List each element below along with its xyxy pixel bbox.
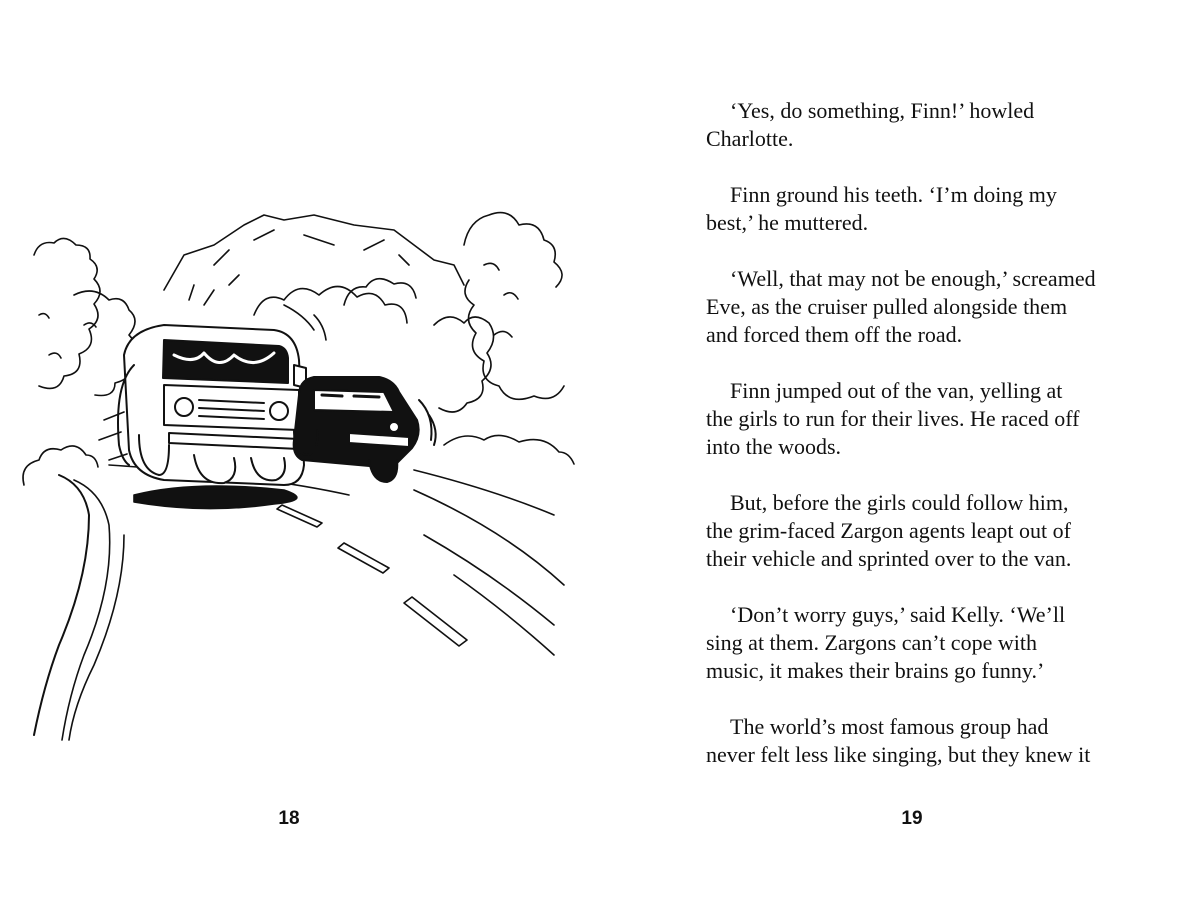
paragraph bbox=[706, 181, 1146, 237]
paragraph bbox=[706, 601, 1146, 685]
text-line: their vehicle and sprinted over to the van. bbox=[706, 546, 1072, 571]
paragraph bbox=[706, 489, 1146, 573]
paragraph bbox=[706, 265, 1146, 349]
text-line: music, it makes their brains go funny.’ bbox=[706, 658, 1045, 683]
paragraph bbox=[706, 713, 1146, 769]
paragraph bbox=[706, 377, 1146, 461]
text-line: But, before the girls could follow him, bbox=[730, 490, 1069, 515]
text-line: never felt less like singing, but they knew it bbox=[706, 742, 1091, 767]
text-line: best,’ he muttered. bbox=[706, 210, 869, 235]
paragraph bbox=[706, 97, 1146, 153]
text-line: and forced them off the road. bbox=[706, 322, 963, 347]
text-line: Eve, as the cruiser pulled alongside them bbox=[706, 294, 1068, 319]
text-line: the grim-faced Zargon agents leapt out of bbox=[706, 518, 1071, 543]
text-line: Finn ground his teeth. ‘I’m doing my bbox=[730, 182, 1057, 207]
black-cruiser bbox=[294, 377, 436, 482]
page-number: 19 bbox=[901, 808, 923, 829]
right-page bbox=[600, 0, 1200, 921]
page-number: 18 bbox=[278, 808, 300, 829]
text-line: sing at them. Zargons can’t cope with bbox=[706, 630, 1037, 655]
text-line: Charlotte. bbox=[706, 126, 794, 151]
body-text bbox=[706, 97, 1146, 797]
text-line: ‘Well, that may not be enough,’ screamed bbox=[730, 266, 1096, 291]
text-line: The world’s most famous group had bbox=[730, 714, 1049, 739]
white-van bbox=[118, 325, 306, 485]
van-chase-illustration bbox=[14, 205, 586, 750]
text-line: Finn jumped out of the van, yelling at bbox=[730, 378, 1063, 403]
text-line: ‘Yes, do something, Finn!’ howled bbox=[730, 98, 1035, 123]
text-line: ‘Don’t worry guys,’ said Kelly. ‘We’ll bbox=[730, 602, 1066, 627]
text-line: the girls to run for their lives. He raced off bbox=[706, 406, 1080, 431]
text-line: into the woods. bbox=[706, 434, 842, 459]
